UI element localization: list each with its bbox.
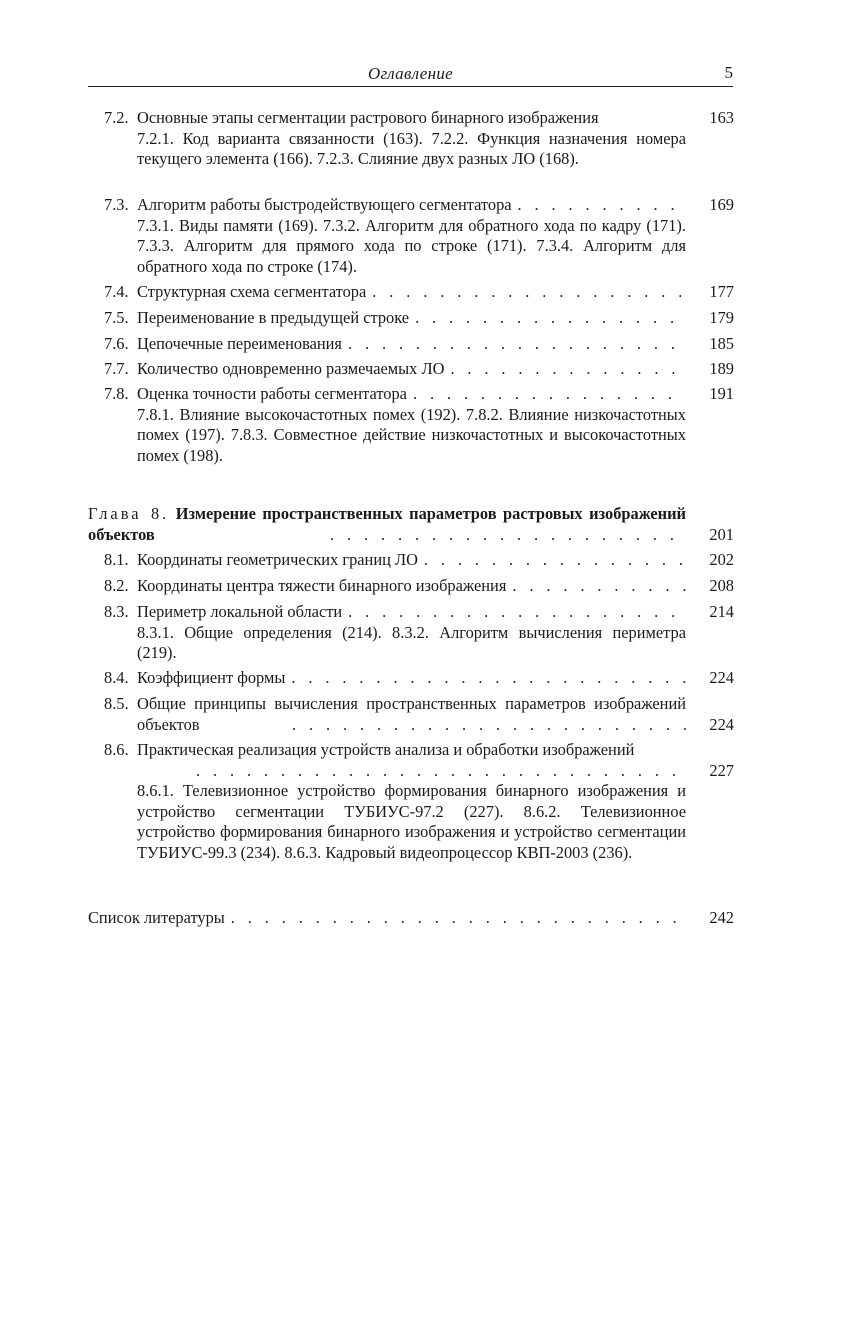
leader-dots <box>450 359 686 380</box>
header-title: Оглавление <box>367 64 454 83</box>
entry-title: Структурная схема сегментатора <box>137 282 367 301</box>
leader-dots <box>415 308 686 329</box>
leader-dots <box>512 576 686 597</box>
entry-title: Координаты центра тяжести бинарного изображения <box>137 576 507 595</box>
leader-dots <box>292 715 686 736</box>
entry-page: 179 <box>709 308 734 327</box>
entry-page: 185 <box>709 334 734 353</box>
entry-number: 7.2. <box>104 108 129 127</box>
entry-subsections: 8.3.1. Общие определения (214). 8.3.2. Алгоритм вычисления периметра (219). <box>137 622 686 662</box>
entry-title: Алгоритм работы быстродействующего сегментатора <box>137 195 512 214</box>
entry-subsections: 8.6.1. Телевизионное устройство формирования бинарного изображения и устройство сегментации ТУБИУС-97.2 (227). 8.6.2. Телевизионное устройство формирования бинарного изображения и устройство сегментации ТУБИУС-99.3 (234). 8.6.3. Кадровый видеопроцессор КВП-2003 (236). <box>137 781 686 862</box>
entry-title: Основные этапы сегментации растрового бинарного изображения <box>137 108 599 127</box>
leader-dots <box>291 668 686 689</box>
entry-number: 8.1. <box>104 550 129 569</box>
leader-dots <box>424 550 686 571</box>
entry-number: 7.3. <box>104 195 129 214</box>
entry-subsections: 7.2.1. Код варианта связанности (163). 7.2.2. Функция назначения номера текущего элемента (166). 7.2.3. Слияние двух разных ЛО (168). <box>137 128 686 168</box>
entry-number: 8.2. <box>104 576 129 595</box>
entry-page: 169 <box>709 195 734 214</box>
entry-number: 8.4. <box>104 668 129 687</box>
entry-page: 224 <box>709 714 734 734</box>
entry-page: 224 <box>709 668 734 687</box>
entry-number: 8.3. <box>104 602 129 621</box>
entry-number: 7.5. <box>104 308 129 327</box>
entry-number: 7.6. <box>104 334 129 353</box>
entry-page: 177 <box>709 282 734 301</box>
chapter-page: 201 <box>709 524 734 544</box>
entry-number: 7.8. <box>104 384 129 403</box>
entry-title: Периметр локальной области <box>137 602 343 621</box>
entry-number: 8.6. <box>104 740 129 759</box>
entry-title: Практическая реализация устройств анализа и обработки изображений <box>137 740 635 759</box>
entry-page: 242 <box>709 908 734 927</box>
entry-page: 191 <box>709 384 734 403</box>
entry-page: 202 <box>709 550 734 569</box>
entry-title: Координаты геометрических границ ЛО <box>137 550 418 569</box>
entry-page: 163 <box>709 108 734 127</box>
leader-dots <box>518 195 686 216</box>
entry-subsections: 7.3.1. Виды памяти (169). 7.3.2. Алгоритм для обратного хода по кадру (171). 7.3.3. Алгоритм для прямого хода по строке (171). 7.3.4. Алгоритм для обратного хода по строке (174). <box>137 215 686 276</box>
entry-number: 7.7. <box>104 359 129 378</box>
entry-title: Общие принципы вычисления пространственных параметров изображений объектов <box>137 694 686 734</box>
chapter-label: Глава 8. <box>88 504 170 523</box>
entry-number: 8.5. <box>104 694 129 713</box>
entry-page: 227 <box>709 760 734 780</box>
leader-dots <box>231 908 686 929</box>
entry-title: Переименование в предыдущей строке <box>137 308 410 327</box>
entry-title: Количество одновременно размечаемых ЛО <box>137 359 445 378</box>
entry-title: Коэффициент формы <box>137 668 286 687</box>
leader-dots <box>372 282 686 303</box>
leader-dots <box>348 334 686 355</box>
entry-page: 208 <box>709 576 734 595</box>
header-page-number: 5 <box>724 63 733 82</box>
entry-title: Список литературы <box>88 908 225 927</box>
entry-title: Цепочечные переименования <box>137 334 342 353</box>
entry-title: Оценка точности работы сегментатора <box>137 384 407 403</box>
leader-dots <box>196 761 686 782</box>
entry-number: 7.4. <box>104 282 129 301</box>
chapter-title: Измерение пространственных параметров растровых изображений объектов <box>88 504 686 544</box>
leader-dots <box>348 602 686 623</box>
entry-page: 189 <box>709 359 734 378</box>
running-header <box>88 62 733 87</box>
leader-dots <box>330 525 686 546</box>
leader-dots <box>413 384 686 405</box>
entry-subsections: 7.8.1. Влияние высокочастотных помех (192). 7.8.2. Влияние низкочастотных помех (197). 7.8.3. Совместное действие низкочастотных и высокочастотных помех (198). <box>137 404 686 465</box>
entry-page: 214 <box>709 602 734 621</box>
